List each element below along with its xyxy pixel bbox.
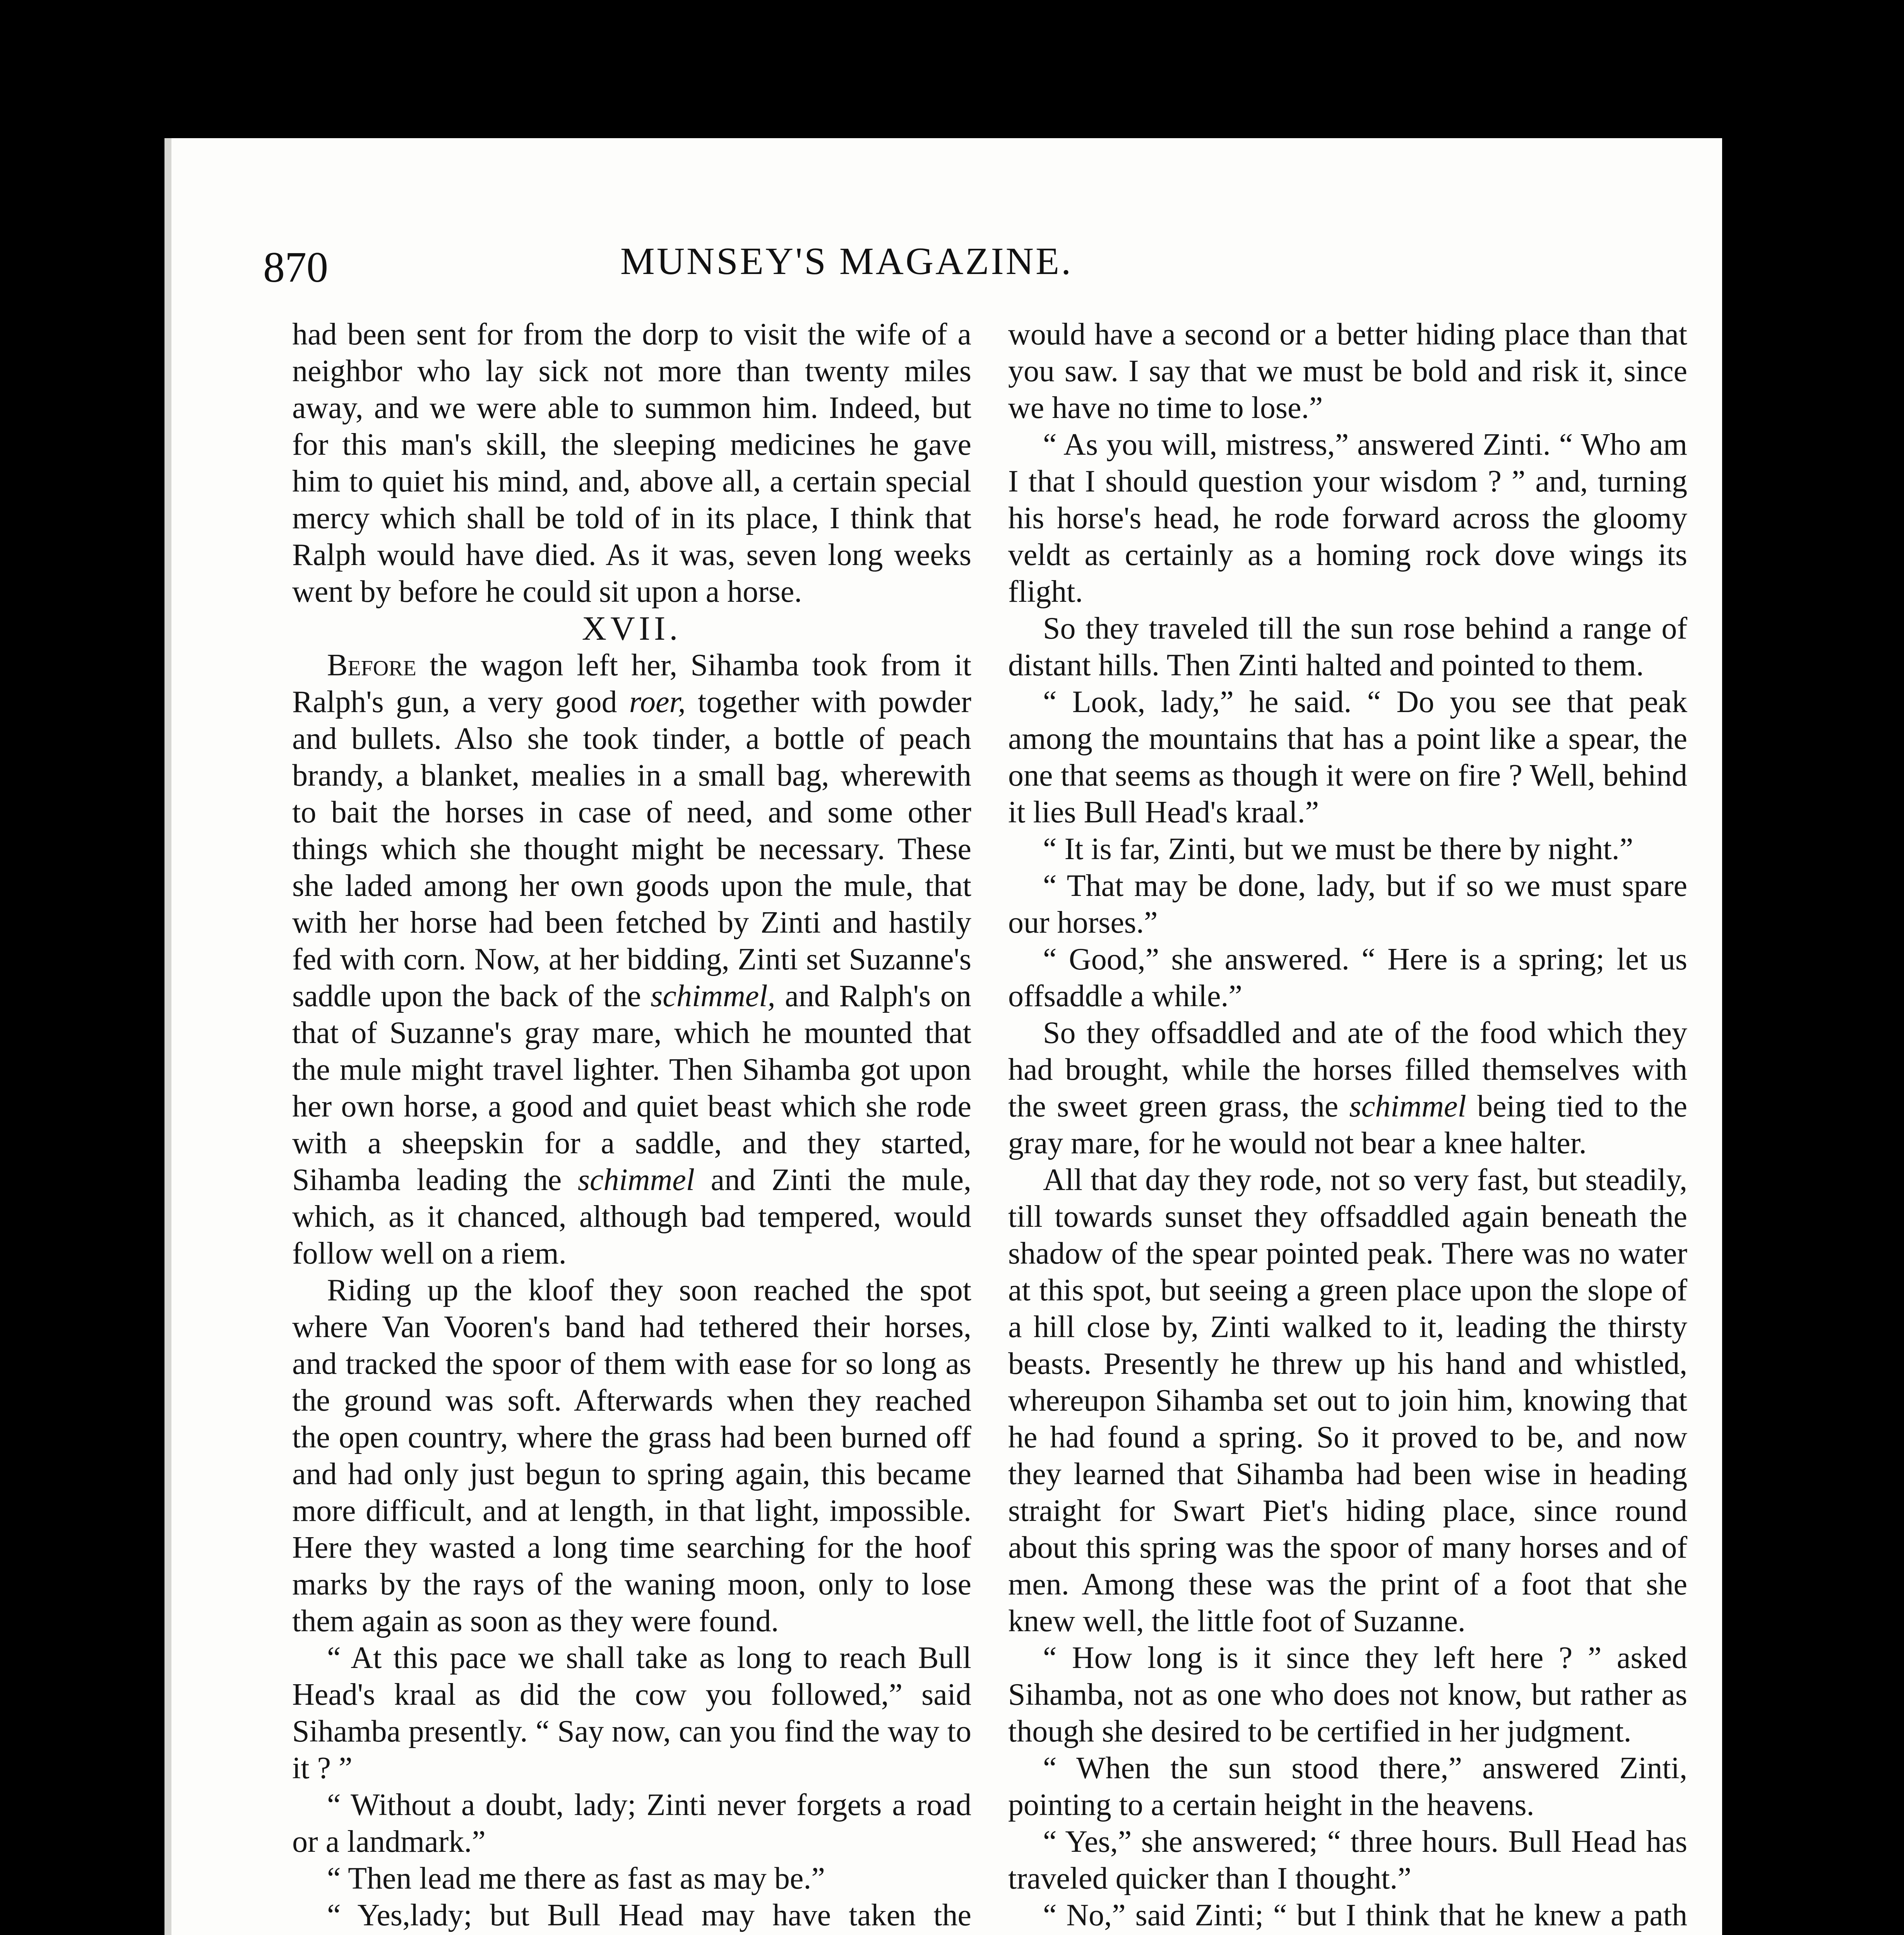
paragraph: “ No,” said Zinti; “ but I think that he knew a path bbox=[1043, 1898, 1687, 1932]
left-column bbox=[292, 316, 971, 1935]
chapter-heading: XVII. bbox=[582, 610, 682, 647]
paragraph bbox=[1008, 1015, 1687, 1162]
right-column bbox=[1008, 316, 1687, 1935]
text-run: So they offsaddled and ate of the food which they had brought, while the horses filled themselves with the sweet green grass, the bbox=[1008, 1016, 1687, 1123]
magazine-page bbox=[164, 138, 1722, 1935]
paragraph: “ Look, lady,” he said. “ Do you see that peak among the mountains that has a point like a spear, the one that seems as though it were on fire ? Well, behind it lies Bull Head's kraal.” bbox=[1008, 685, 1687, 829]
paragraph: “ That may be done, lady, but if so we must spare our horses.” bbox=[1008, 869, 1687, 940]
paragraph: “ Without a doubt, lady; Zinti never forgets a road or a landmark.” bbox=[292, 1788, 971, 1859]
paragraph: So they traveled till the sun rose behind a range of distant hills. Then Zinti halted and pointed to them. bbox=[1008, 611, 1687, 682]
paragraph: Riding up the kloof they soon reached the spot where Van Vooren's band had tethered their horses, and tracked the spoor of them with ease for so long as the ground was soft. Afterwards when they reached the open country, where the grass had been burned off and had only just begun to spring again, this became more difficult, and at length, in that light, impossible. Here they wasted a long time searching for the hoof marks by the rays of the waning moon, only to lose them again as soon as they were found. bbox=[292, 1273, 971, 1638]
running-title: MUNSEY'S MAGAZINE. bbox=[620, 240, 1073, 283]
italic-word: schimmel, bbox=[651, 979, 776, 1013]
lead-in-word: Before bbox=[327, 648, 416, 682]
italic-word: roer, bbox=[629, 685, 686, 719]
paragraph: “ Yes,” she answered; “ three hours. Bull Head has traveled quicker than I thought.” bbox=[1008, 1825, 1687, 1896]
paragraph bbox=[292, 647, 971, 1272]
paragraph: “ Then lead me there as fast as may be.” bbox=[327, 1861, 825, 1896]
text-run: together with powder and bullets. Also she took tinder, a bottle of peach brandy, a blanket, mealies in a small bag, wherewith to bait the horses in case of need, and some other things which she thought might be necessary. These she laded among her own goods upon the mule, that with her horse had been fetched by Zinti and hastily fed with corn. Now, at her bidding, Zinti set Suzanne's saddle upon the back of the bbox=[292, 685, 971, 1013]
paragraph: “ It is far, Zinti, but we must be there by night.” bbox=[1043, 832, 1633, 866]
text-run: and Ralph's on that of Suzanne's gray mare, which he mounted that the mule might travel lighter. Then Sihamba got upon her own horse, a good and quiet beast which she rode with a sheepskin for a saddle, and they started, Sihamba leading the bbox=[292, 979, 971, 1197]
italic-word: schimmel bbox=[1349, 1089, 1466, 1123]
text-run: and Zinti the mule, which, as it chanced, although bad tempered, would follow well on a riem. bbox=[292, 1163, 972, 1271]
page-number: 870 bbox=[263, 243, 328, 291]
paragraph: “ How long is it since they left here ? ” asked Sihamba, not as one who does not know, but rather as though she desired to be certified in her judgment. bbox=[1008, 1641, 1687, 1748]
paragraph: “ Good,” she answered. “ Here is a spring; let us offsaddle a while.” bbox=[1008, 942, 1687, 1013]
paragraph: “ When the sun stood there,” answered Zinti, pointing to a certain height in the heavens. bbox=[1008, 1751, 1687, 1822]
paragraph: “ At this pace we shall take as long to reach Bull Head's kraal as did the cow you followed,” said Sihamba presently. “ Say now, can you find the way to it ? ” bbox=[292, 1641, 971, 1785]
paragraph: “ As you will, mistress,” answered Zinti. “ Who am I that I should question your wisdom ? ” and, turning his horse's head, he rode forward across the gloomy veldt as certainly as a homing rock dove wings its flight. bbox=[1008, 428, 1687, 609]
paragraph: would have a second or a better hiding place than that you saw. I say that we must be bold and risk it, since we have no time to lose.” bbox=[1008, 317, 1687, 425]
paragraph: had been sent for from the dorp to visit the wife of a neighbor who lay sick not more than twenty miles away, and we were able to summon him. Indeed, but for this man's skill, the sleeping medicines he gave him to quiet his mind, and, above all, a certain special mercy which shall be told of in its place, I think that Ralph would have died. As it was, seven long weeks went by before he could sit upon a horse. bbox=[292, 317, 971, 609]
text-run: being tied to the gray mare, for he would not bear a knee halter. bbox=[1008, 1089, 1688, 1160]
paragraph: All that day they rode, not so very fast, but steadily, till towards sunset they offsaddled again beneath the shadow of the spear pointed peak. There was no water at this spot, but seeing a green place upon the slope of a hill close by, Zinti walked to it, leading the thirsty beasts. Presently he threw up his hand and whistled, whereupon Sihamba set out to join him, knowing that he had found a spring. So it proved to be, and now they learned that Sihamba had been wise in heading straight for Swart Piet's hiding place, since round about this spring was the spoor of many horses and of men. Among these was the print of a foot that she knew well, the little foot of Suzanne. bbox=[1008, 1163, 1687, 1638]
binding-gutter bbox=[164, 138, 171, 1935]
paragraph: “ Yes,lady; but Bull Head may have taken the bbox=[327, 1898, 971, 1932]
italic-word: schimmel bbox=[577, 1163, 695, 1197]
text-run: the wagon left her, Sihamba took from it Ralph's gun, a very good bbox=[292, 648, 971, 719]
